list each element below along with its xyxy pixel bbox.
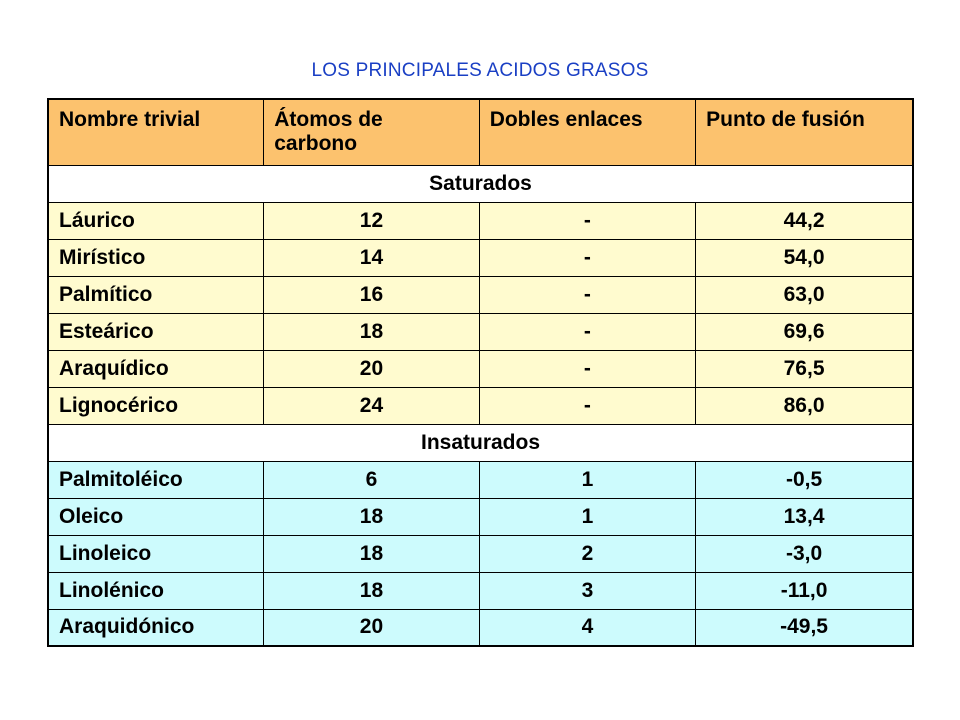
cell-melting-point: 69,6 bbox=[696, 313, 913, 350]
table-row bbox=[48, 350, 913, 387]
cell-name: Oleico bbox=[48, 498, 264, 535]
cell-melting-point: 63,0 bbox=[696, 276, 913, 313]
cell-name: Linoleico bbox=[48, 535, 264, 572]
cell-double-bonds: 1 bbox=[479, 461, 695, 498]
table-row bbox=[48, 313, 913, 350]
cell-double-bonds: 3 bbox=[479, 572, 695, 609]
cell-melting-point: 76,5 bbox=[696, 350, 913, 387]
table-row bbox=[48, 239, 913, 276]
cell-double-bonds: 4 bbox=[479, 609, 695, 646]
cell-double-bonds: - bbox=[479, 350, 695, 387]
cell-name: Palmítico bbox=[48, 276, 264, 313]
cell-double-bonds: - bbox=[479, 239, 695, 276]
cell-double-bonds: - bbox=[479, 387, 695, 424]
cell-carbon-atoms: 18 bbox=[264, 498, 479, 535]
cell-name: Esteárico bbox=[48, 313, 264, 350]
table-row bbox=[48, 498, 913, 535]
section-label: Saturados bbox=[48, 165, 913, 202]
cell-name: Linolénico bbox=[48, 572, 264, 609]
table-row bbox=[48, 535, 913, 572]
cell-name: Araquidónico bbox=[48, 609, 264, 646]
cell-name: Araquídico bbox=[48, 350, 264, 387]
cell-carbon-atoms: 12 bbox=[264, 202, 479, 239]
cell-name: Palmitoléico bbox=[48, 461, 264, 498]
cell-double-bonds: 1 bbox=[479, 498, 695, 535]
fatty-acids-table bbox=[47, 98, 914, 647]
table-row bbox=[48, 387, 913, 424]
cell-carbon-atoms: 20 bbox=[264, 609, 479, 646]
cell-carbon-atoms: 14 bbox=[264, 239, 479, 276]
cell-melting-point: 44,2 bbox=[696, 202, 913, 239]
cell-carbon-atoms: 18 bbox=[264, 535, 479, 572]
cell-melting-point: -0,5 bbox=[696, 461, 913, 498]
cell-carbon-atoms: 20 bbox=[264, 350, 479, 387]
table-header-row bbox=[48, 99, 913, 165]
section-label: Insaturados bbox=[48, 424, 913, 461]
header-dobles-enlaces: Dobles enlaces bbox=[479, 99, 695, 165]
cell-melting-point: 13,4 bbox=[696, 498, 913, 535]
cell-name: Lignocérico bbox=[48, 387, 264, 424]
table-row bbox=[48, 202, 913, 239]
header-nombre-trivial: Nombre trivial bbox=[48, 99, 264, 165]
table-row bbox=[48, 276, 913, 313]
table-row bbox=[48, 609, 913, 646]
cell-name: Mirístico bbox=[48, 239, 264, 276]
cell-melting-point: -3,0 bbox=[696, 535, 913, 572]
cell-carbon-atoms: 24 bbox=[264, 387, 479, 424]
cell-double-bonds: - bbox=[479, 313, 695, 350]
table-row bbox=[48, 572, 913, 609]
table-row bbox=[48, 461, 913, 498]
cell-double-bonds: 2 bbox=[479, 535, 695, 572]
cell-melting-point: 86,0 bbox=[696, 387, 913, 424]
section-row-saturados bbox=[48, 165, 913, 202]
cell-double-bonds: - bbox=[479, 276, 695, 313]
cell-melting-point: -11,0 bbox=[696, 572, 913, 609]
cell-carbon-atoms: 16 bbox=[264, 276, 479, 313]
page-title: LOS PRINCIPALES ACIDOS GRASOS bbox=[311, 60, 649, 81]
cell-melting-point: -49,5 bbox=[696, 609, 913, 646]
cell-carbon-atoms: 18 bbox=[264, 572, 479, 609]
cell-double-bonds: - bbox=[479, 202, 695, 239]
header-atomos-de-carbono: Átomos de carbono bbox=[264, 99, 479, 165]
cell-name: Láurico bbox=[48, 202, 264, 239]
cell-carbon-atoms: 6 bbox=[264, 461, 479, 498]
cell-melting-point: 54,0 bbox=[696, 239, 913, 276]
section-row-insaturados bbox=[48, 424, 913, 461]
header-punto-de-fusion: Punto de fusión bbox=[696, 99, 913, 165]
cell-carbon-atoms: 18 bbox=[264, 313, 479, 350]
